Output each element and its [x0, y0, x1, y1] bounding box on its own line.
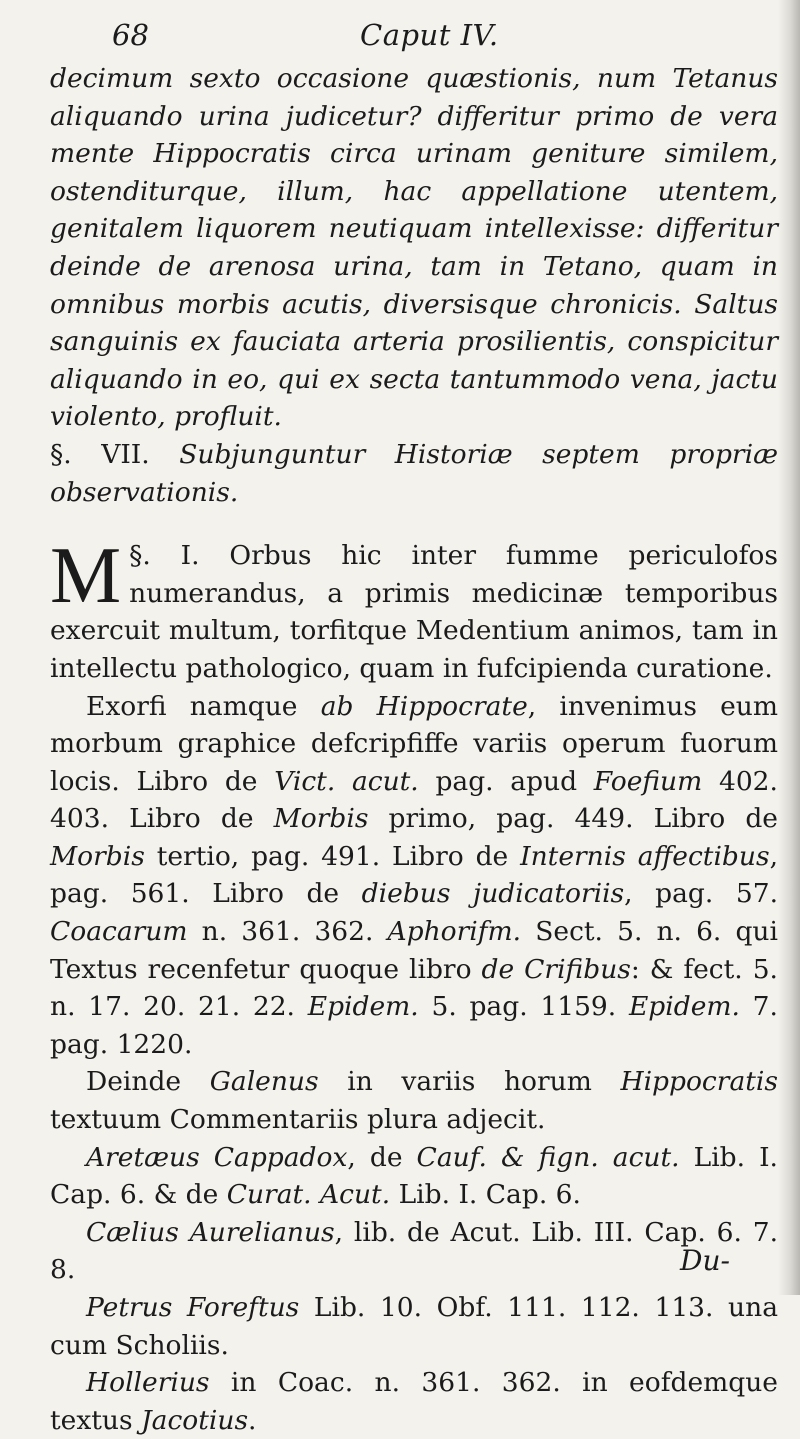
paragraph-2 [50, 688, 778, 1064]
italic-text: Curat. Acut. [226, 1179, 391, 1211]
section-text: Subjunguntur Historiæ septem propriæ observationis. [50, 438, 778, 508]
text: Lib. 10. Obf. 111. 112. 113. una cum Scholiis. [50, 1292, 778, 1361]
text: Sect. 5. n. 6. qui Textus recenfetur quoque libro [50, 916, 778, 985]
text: , lib. de Acut. Lib. III. Cap. 6. 7. 8. [50, 1216, 779, 1286]
drop-cap: M [50, 532, 122, 621]
italic-text: diebus judicatoriis [361, 878, 625, 910]
italic-text: Galenus [209, 1066, 319, 1098]
paragraph-4 [50, 1139, 778, 1214]
paragraph-text: Orbus hic inter fumme periculofos numerandus, a primis medicinæ temporibus exercuit multum, torfitque Medentium animos, tam in intellectu pathologico, quam in fufcipienda curatione. [50, 540, 778, 684]
paragraph-5 [50, 1214, 778, 1289]
text: 5. pag. 1159. [431, 991, 617, 1023]
main-text [50, 532, 779, 1439]
running-head: Caput IV. [360, 18, 499, 52]
italic-text: Aretæus Cappadox [86, 1141, 348, 1173]
summary-section-vii [50, 436, 778, 511]
section-label: §. VII. [50, 438, 150, 470]
text: 402. 403. Libro de [50, 765, 778, 835]
text: Deinde [86, 1066, 182, 1098]
text: 7. pag. 1220. [50, 991, 778, 1060]
text: in Coac. n. 361. 362. in eofdemque textus [50, 1367, 778, 1436]
italic-text: Aphorifm. [387, 916, 522, 948]
summary-question: decimum sexto occasione quæstionis, num Tetanus aliquando urina judicetur? differitur primo de vera mente Hippocratis circa urinam geniture similem, ostenditurque, illum, hac appellatione utentem, genitalem liquorem neutiquam intellexisse: differitur deinde de arenosa urina, tam in Tetano, quam in omnibus morbis acutis, diversisque chronicis. Saltus sanguinis ex fauciata arteria prosilientis, conspicitur aliquando in eo, qui ex secta tantummodo vena, jactu violento, profluit. [50, 63, 778, 433]
italic-text: de Crifibus [481, 953, 631, 985]
text-block [50, 60, 778, 1439]
text: . [248, 1404, 257, 1436]
italic-text: Foefium [593, 765, 703, 797]
text: , pag. 561. Libro de [50, 840, 778, 910]
italic-text: Morbis [50, 840, 145, 872]
text: tertio, pag. 491. Libro de [156, 840, 509, 872]
page-number: 68 [112, 18, 149, 52]
text: textuum Commentariis plura adjecit. [50, 1104, 546, 1136]
italic-text: Cælius Aurelianus [86, 1216, 335, 1248]
text: primo, pag. 449. Libro de [388, 803, 778, 835]
italic-text: Vict. acut. [274, 765, 419, 797]
italic-text: Coacarum [50, 916, 188, 948]
italic-text: Morbis [273, 803, 369, 835]
paragraph-1 [50, 532, 778, 687]
text: Exorfi namque [86, 690, 298, 722]
italic-text: ab Hippocrate [320, 690, 528, 722]
page-header [0, 12, 800, 52]
page-edge-shadow [778, 0, 800, 1295]
italic-text: Epidem. [307, 991, 419, 1023]
chapter-summary [50, 60, 778, 511]
text: pag. apud [435, 765, 578, 797]
paragraph-6 [50, 1289, 778, 1364]
paragraph-3 [50, 1063, 778, 1138]
section-label: §. I. [129, 540, 200, 572]
italic-text: Petrus Foreftus [86, 1292, 300, 1323]
italic-text: Cauf. & fign. acut. [416, 1141, 680, 1173]
italic-text: Jacotius [141, 1404, 249, 1436]
text: : & fect. 5. n. 17. 20. 21. 22. [50, 953, 778, 1023]
text: , de [347, 1141, 403, 1173]
text: Lib. I. Cap. 6. & de [50, 1141, 778, 1211]
text: in variis horum [347, 1066, 592, 1098]
text: n. 361. 362. [201, 916, 374, 948]
italic-text: Epidem. [628, 991, 740, 1023]
text: , invenimus eum morbum graphice defcripfiffe variis operum fuorum locis. Libro de [50, 690, 779, 797]
text: , pag. 57. [624, 878, 778, 910]
italic-text: Hippocratis [620, 1066, 778, 1098]
italic-text: Hollerius [86, 1367, 210, 1399]
text: Lib. I. Cap. 6. [398, 1179, 581, 1211]
catchword: Du- [680, 1244, 730, 1277]
paragraph-7 [50, 1364, 778, 1439]
italic-text: Internis affectibus [520, 840, 770, 872]
